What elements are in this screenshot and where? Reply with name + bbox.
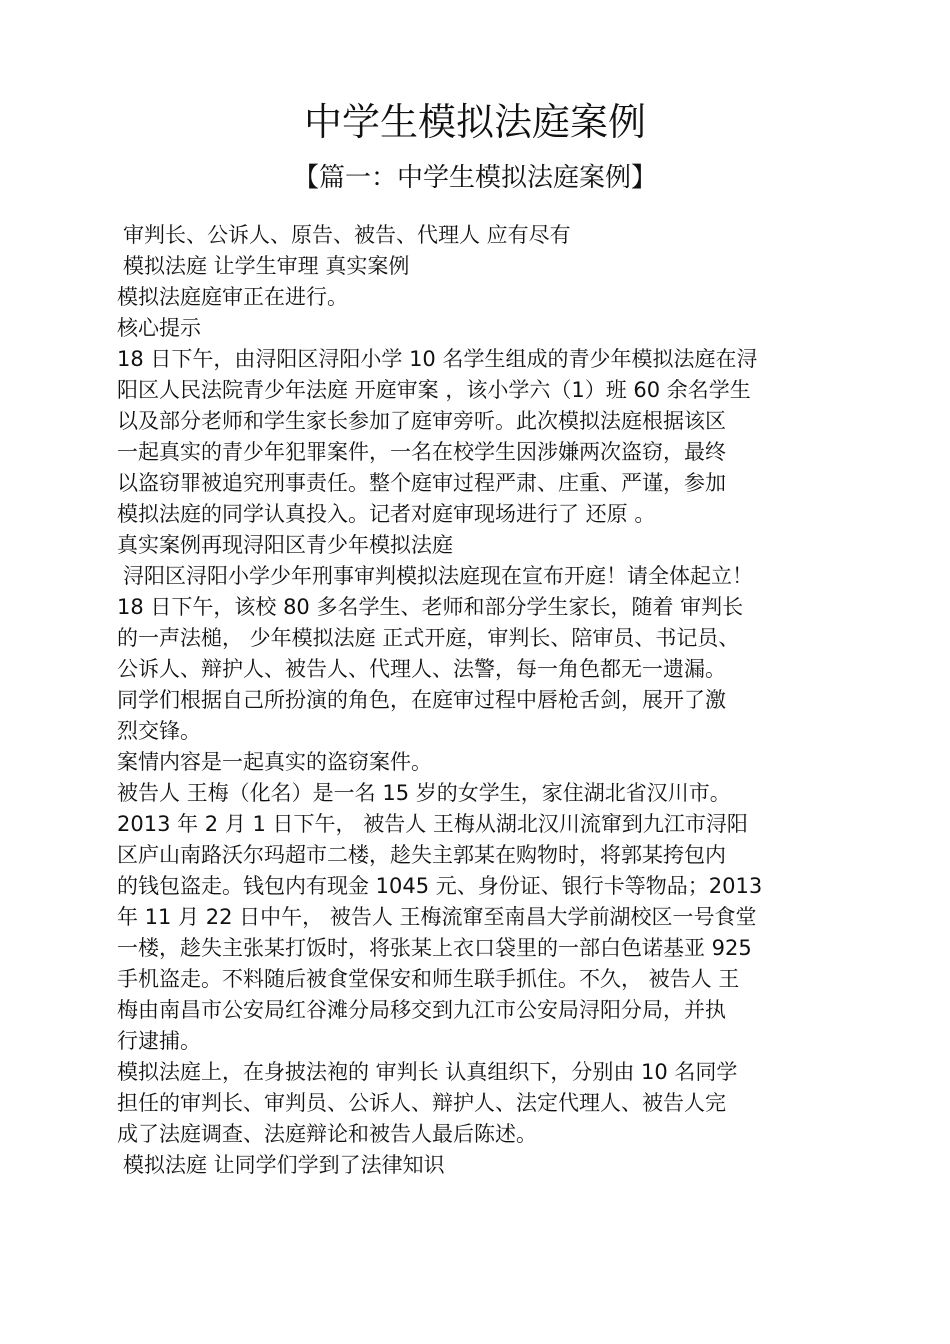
text-line: 区庐山南路沃尔玛超市二楼，趁失主郭某在购物时，将郭某挎包内 bbox=[117, 843, 726, 867]
text-line: 阳区人民法院青少年法庭 开庭审案 ，该小学六（1）班 60 余名学生 bbox=[117, 378, 751, 402]
text-line: 浔阳区浔阳小学少年刑事审判模拟法庭现在宣布开庭！请全体起立！ bbox=[123, 564, 753, 588]
text-line: 模拟法庭庭审正在进行。 bbox=[117, 285, 348, 309]
text-line: 以盗窃罪被追究刑事责任。整个庭审过程严肃、庄重、严谨，参加 bbox=[117, 471, 726, 495]
text-line: 成了法庭调查、法庭辩论和被告人最后陈述。 bbox=[117, 1122, 537, 1146]
text-line: 的钱包盗走。钱包内有现金 1045 元、身份证、银行卡等物品；2013 bbox=[117, 874, 763, 898]
text-line: 公诉人、辩护人、被告人、代理人、法警，每一角色都无一遗漏。 bbox=[117, 657, 726, 681]
text-line: 一起真实的青少年犯罪案件，一名在校学生因涉嫌两次盗窃，最终 bbox=[117, 440, 726, 464]
text-line: 手机盗走。不料随后被食堂保安和师生联手抓住。不久， 被告人 王 bbox=[117, 967, 740, 991]
text-line: 案情内容是一起真实的盗窃案件。 bbox=[117, 750, 432, 774]
text-line: 2013 年 2 月 1 日下午， 被告人 王梅从湖北汉川流窜到九江市浔阳 bbox=[117, 812, 748, 836]
text-line: 梅由南昌市公安局红谷滩分局移交到九江市公安局浔阳分局，并执 bbox=[117, 998, 726, 1022]
text-line: 模拟法庭上，在身披法袍的 审判长 认真组织下，分别由 10 名同学 bbox=[117, 1060, 738, 1084]
document-body bbox=[117, 220, 847, 1181]
text-line: 模拟法庭的同学认真投入。记者对庭审现场进行了 还原 。 bbox=[117, 502, 656, 526]
text-line: 以及部分老师和学生家长参加了庭审旁听。此次模拟法庭根据该区 bbox=[117, 409, 726, 433]
text-line: 一楼，趁失主张某打饭时，将张某上衣口袋里的一部白色诺基亚 925 bbox=[117, 936, 752, 960]
text-line: 审判长、公诉人、原告、被告、代理人 应有尽有 bbox=[123, 223, 571, 247]
section-heading: 模拟法庭 让同学们学到了法律知识 bbox=[123, 1153, 445, 1177]
document-subtitle: 【篇一：中学生模拟法庭案例】 bbox=[292, 163, 657, 193]
text-line: 被告人 王梅（化名）是一名 15 岁的女学生，家住湖北省汉川市。 bbox=[117, 781, 731, 805]
text-line: 行逮捕。 bbox=[117, 1029, 201, 1053]
text-line: 担任的审判长、审判员、公诉人、辩护人、法定代理人、被告人完 bbox=[117, 1091, 726, 1115]
text-line: 模拟法庭 让学生审理 真实案例 bbox=[123, 254, 410, 278]
text-line: 18 日下午，该校 80 多名学生、老师和部分学生家长，随着 审判长 bbox=[117, 595, 744, 619]
text-line: 18 日下午，由浔阳区浔阳小学 10 名学生组成的青少年模拟法庭在浔 bbox=[117, 347, 758, 371]
text-line: 年 11 月 22 日中午， 被告人 王梅流窜至南昌大学前湖校区一号食堂 bbox=[117, 905, 757, 929]
section-heading: 真实案例再现浔阳区青少年模拟法庭 bbox=[117, 533, 453, 557]
section-heading: 核心提示 bbox=[117, 316, 201, 340]
text-line: 同学们根据自己所扮演的角色，在庭审过程中唇枪舌剑，展开了激 bbox=[117, 688, 726, 712]
text-line: 的一声法槌， 少年模拟法庭 正式开庭，审判长、陪审员、书记员、 bbox=[117, 626, 740, 650]
text-line: 烈交锋。 bbox=[117, 719, 201, 743]
document-title: 中学生模拟法庭案例 bbox=[303, 100, 646, 144]
